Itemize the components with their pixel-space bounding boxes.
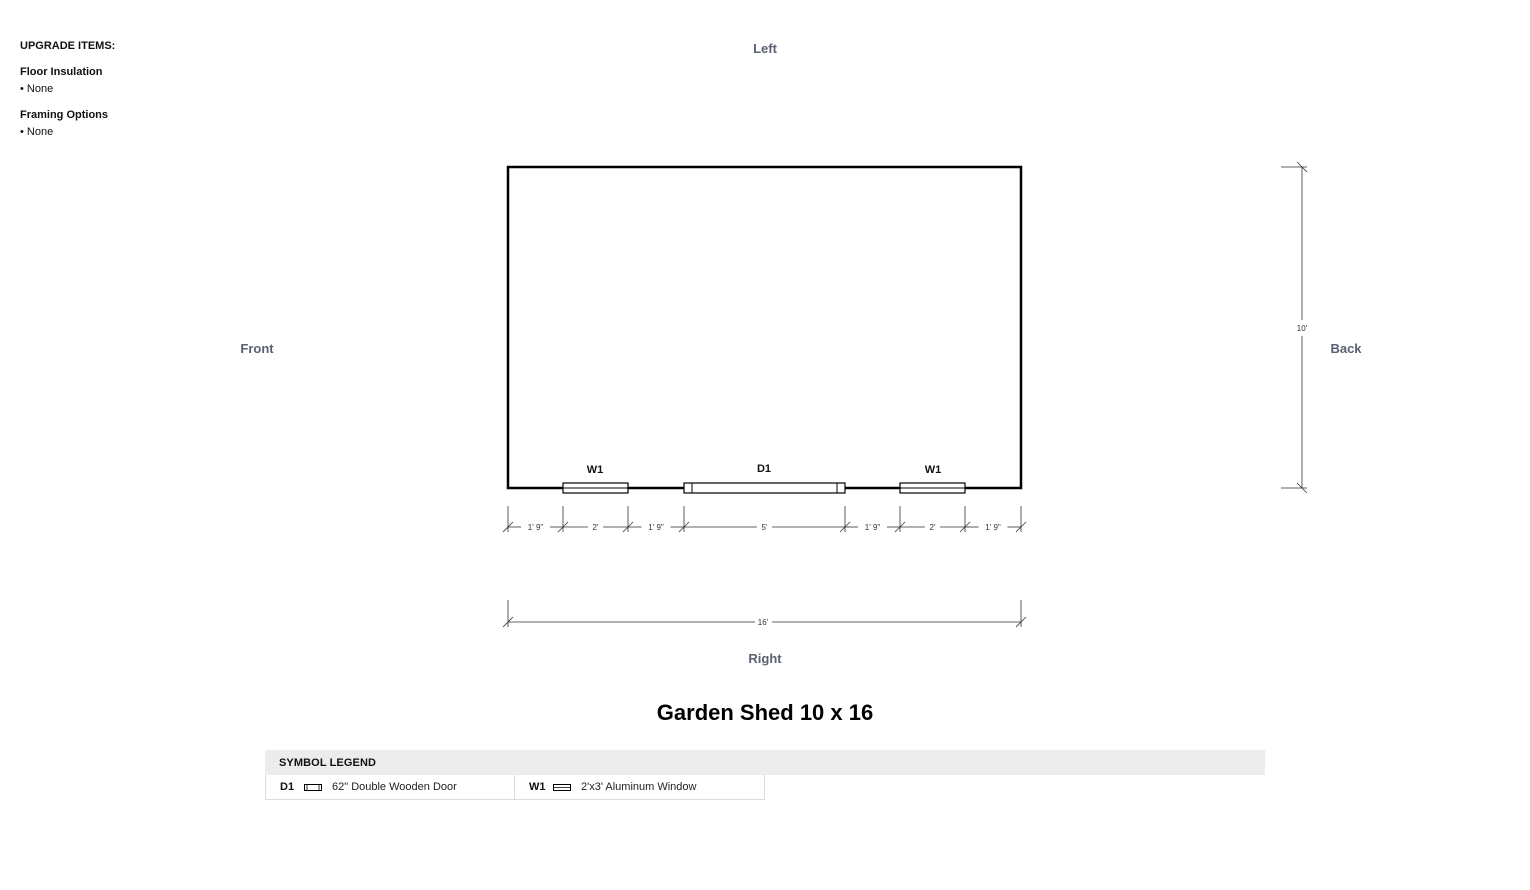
segment-dimensions (503, 506, 1026, 532)
legend-item-door (265, 775, 515, 800)
floor-insulation-title: Floor Insulation (20, 66, 103, 78)
legend-label: 62" Double Wooden Door (332, 781, 457, 793)
segment-dimension-label: 2' (929, 523, 936, 532)
side-label-front: Front (240, 341, 274, 356)
framing-options-title: Framing Options (20, 109, 108, 121)
side-label-right: Right (748, 651, 782, 666)
segment-dimension-label: 2' (592, 523, 599, 532)
legend-item-window (515, 775, 765, 800)
overall-width-label: 16' (757, 618, 769, 627)
symbol-legend (265, 750, 1265, 800)
framing-options-value: • None (20, 126, 54, 138)
opening-tag: W1 (924, 464, 942, 476)
upgrade-items-heading: UPGRADE ITEMS: (20, 40, 116, 52)
segment-dimension-label: 1' 9" (527, 523, 544, 532)
door-icon (304, 783, 324, 791)
legend-heading: SYMBOL LEGEND (265, 750, 1265, 775)
side-label-left: Left (753, 41, 777, 56)
page-title: Garden Shed 10 x 16 (656, 700, 874, 725)
legend-label: 2'x3' Aluminum Window (581, 781, 697, 793)
window-opening (900, 483, 965, 493)
opening-tag: D1 (756, 463, 772, 475)
segment-dimension-label: 1' 9" (864, 523, 881, 532)
floor-insulation-value: • None (20, 83, 54, 95)
overall-depth-label: 10' (1296, 324, 1308, 333)
door-opening (684, 483, 845, 493)
legend-tag: D1 (280, 781, 295, 793)
legend-row (265, 775, 1265, 800)
side-label-back: Back (1330, 341, 1362, 356)
segment-dimension-label: 1' 9" (985, 523, 1001, 532)
segment-dimension-label: 5' (761, 523, 768, 532)
legend-tag: W1 (529, 781, 546, 793)
opening-tag: W1 (586, 464, 604, 476)
shed-outline (508, 167, 1021, 488)
window-opening (563, 483, 628, 493)
segment-dimension-label: 1' 9" (648, 523, 664, 532)
window-icon (553, 783, 573, 791)
